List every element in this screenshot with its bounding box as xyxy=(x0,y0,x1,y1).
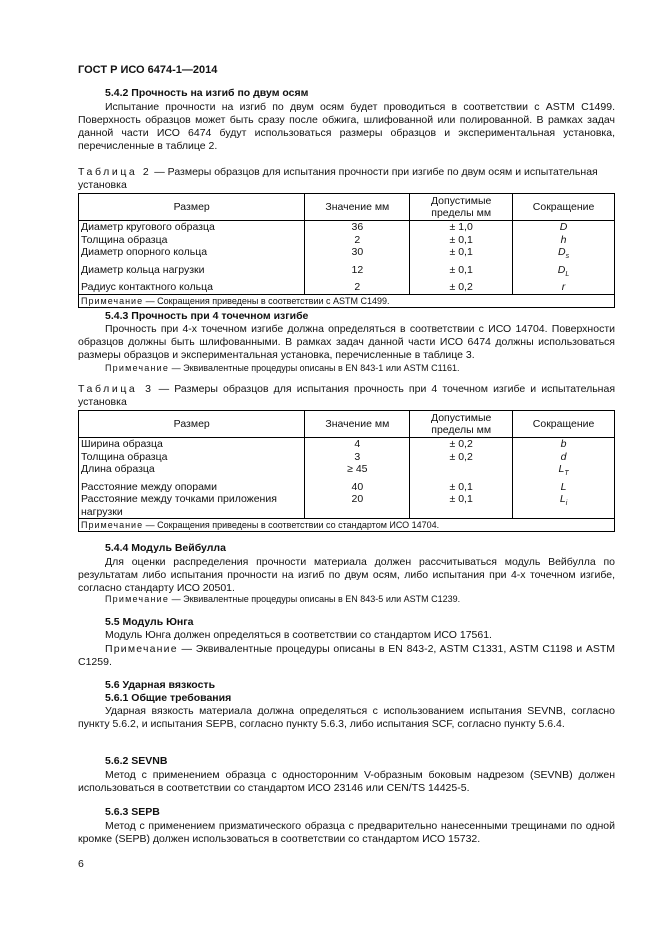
table-cell: 2 xyxy=(305,281,410,294)
table-cell: D xyxy=(513,221,615,234)
table2-header-abbr: Сокращение xyxy=(513,194,615,221)
table-cell: Расстояние между опорами xyxy=(79,481,305,494)
table-cell xyxy=(410,463,513,481)
table-cell: Толщина образца xyxy=(79,451,305,464)
table2-note-text: — Сокращения приведены в соответствии с ASTM C1499. xyxy=(143,295,390,306)
table-cell: ± 1,0 xyxy=(410,221,513,234)
table-cell: r xyxy=(513,281,615,294)
table-cell: L xyxy=(513,481,615,494)
table-cell: Радиус контактного кольца xyxy=(79,281,305,294)
table-cell: Толщина образца xyxy=(79,234,305,247)
table-3 xyxy=(78,410,615,532)
table-cell: $D_L$ xyxy=(513,264,615,282)
section-heading-5-6-2: 5.6.2 SEVNB xyxy=(105,755,168,767)
table2-header-limits: Допустимые пределы мм xyxy=(410,194,513,221)
table3-header-abbr: Сокращение xyxy=(513,411,615,438)
table-cell: Диаметр кругового образца xyxy=(79,221,305,234)
table-cell: 3 xyxy=(305,451,410,464)
section-paragraph-5-6-3: Метод с применением призматического образца с предварительно нанесенными трещинами по одной кромке (SEPB) должен использоваться в соответствии со стандартом ИСО 15732. xyxy=(78,820,615,845)
table-cell: 36 xyxy=(305,221,410,234)
table-cell: 20 xyxy=(305,493,410,519)
table-cell: ± 0,2 xyxy=(410,438,513,451)
table3-header-size: Размер xyxy=(79,411,305,438)
table-cell: ± 0,1 xyxy=(410,264,513,282)
table2-caption xyxy=(78,166,615,192)
table-row xyxy=(79,481,615,494)
table-row xyxy=(79,221,615,234)
section-heading-5-6-1: 5.6.1 Общие требования xyxy=(105,692,232,704)
table-cell: h xyxy=(513,234,615,247)
table-cell: 40 xyxy=(305,481,410,494)
table3-note-label: Примечание xyxy=(81,520,144,531)
table-cell: 2 xyxy=(305,234,410,247)
table3-header-limits: Допустимые пределы мм xyxy=(410,411,513,438)
section-paragraph-5-4-2: Испытание прочности на изгиб по двум осям будет проводиться в соответствии с ASTM C1499. Поверхность образцов может быть сразу после обжига, шлифованной или полированной. В рамках задач данной части ИСО 6474 будут использоваться размеры образцов и экспериментальная установка, перечисленные в таблице 2. xyxy=(78,101,615,152)
section-paragraph-5-6-2: Метод с применением образца с односторонним V-образным боковым надрезом (SEVNB) должен использоваться в соответствии со стандартом ИСО 23146 или CEN/TS 14425-5. xyxy=(78,769,615,794)
table-cell: 4 xyxy=(305,438,410,451)
section-paragraph-5-5: Модуль Юнга должен определяться в соответствии со стандартом ИСО 17561. xyxy=(105,629,492,641)
section-paragraph-5-6-1: Ударная вязкость материала должна определяться с использованием испытания SEVNB, согласно пункту 5.6.2, и испытания SEPB, согласно пункту 5.6.3, либо испытания SCF, согласно пункту 5.6.4. xyxy=(78,705,615,730)
note-text: — Эквивалентные процедуры описаны в EN 843-2, ASTM C1331, ASTM C1198 и ASTM C1259. xyxy=(78,643,615,668)
table-cell: Расстояние между точками приложения нагрузки xyxy=(79,493,305,519)
table-cell: $L_i$ xyxy=(513,493,615,519)
table2-label: Таблица 2 xyxy=(78,166,152,178)
section-paragraph-5-4-3: Прочность при 4-х точечном изгибе должна определяться в соответствии с ИСО 14704. Поверхности образцов должны быть шлифованными. В рамках задач данной части ИСО 6474 должны использоваться размеры образцов и экспериментальная установка, перечисленные в таблице 3. xyxy=(78,323,615,361)
table-cell: Ширина образца xyxy=(79,438,305,451)
table-cell: 12 xyxy=(305,264,410,282)
table-cell: ≥ 45 xyxy=(305,463,410,481)
table-cell: ± 0,2 xyxy=(410,451,513,464)
section-heading-5-4-4: 5.4.4 Модуль Вейбулла xyxy=(105,542,226,554)
table-row xyxy=(79,438,615,451)
table-cell: ± 0,1 xyxy=(410,481,513,494)
table-2 xyxy=(78,193,615,308)
table-cell: $L_T$ xyxy=(513,463,615,481)
table-cell: Длина образца xyxy=(79,463,305,481)
table-cell: b xyxy=(513,438,615,451)
table3-note-text: — Сокращения приведены в соответствии со стандартом ИСО 14704. xyxy=(143,520,440,531)
note-text: — Эквивалентные процедуры описаны в EN 843-5 или ASTM C1239. xyxy=(169,594,461,604)
section-heading-5-6: 5.6 Ударная вязкость xyxy=(105,679,216,691)
page-header: ГОСТ Р ИСО 6474-1—2014 xyxy=(78,64,218,76)
table2-note xyxy=(79,294,615,307)
table2-note-label: Примечание xyxy=(81,295,144,306)
note-label: Примечание xyxy=(105,594,170,604)
table-cell: ± 0,1 xyxy=(410,246,513,264)
table-row xyxy=(79,246,615,264)
page-number: 6 xyxy=(78,858,84,870)
section-note-5-5 xyxy=(78,643,615,669)
table2-caption-text: — Размеры образцов для испытания прочности при изгибе по двум осям и испытательная установка xyxy=(78,166,598,191)
table-row xyxy=(79,234,615,247)
table2-header-size: Размер xyxy=(79,194,305,221)
note-text: — Эквивалентные процедуры описаны в EN 843-1 или ASTM C1161. xyxy=(169,363,460,373)
table-cell: ± 0,1 xyxy=(410,234,513,247)
table-cell: ± 0,1 xyxy=(410,493,513,519)
section-paragraph-5-4-4: Для оценки распределения прочности материала должен рассчитываться модуль Вейбулла по результатам либо испытания прочности на изгиб по двум осям, либо испытания при 4-х точечном изгибе, согласно стандарту ИСО 20501. xyxy=(78,556,615,594)
table-row xyxy=(79,463,615,481)
table3-header-value: Значение мм xyxy=(305,411,410,438)
table-row xyxy=(79,281,615,294)
table3-label: Таблица 3 xyxy=(78,383,154,395)
note-label: Примечание xyxy=(105,363,170,373)
table-cell: Диаметр кольца нагрузки xyxy=(79,264,305,282)
table2-header-value: Значение мм xyxy=(305,194,410,221)
section-heading-5-6-3: 5.6.3 SEPB xyxy=(105,806,160,818)
section-heading-5-4-2: 5.4.2 Прочность на изгиб по двум осям xyxy=(105,87,309,99)
section-heading-5-4-3: 5.4.3 Прочность при 4 точечном изгибе xyxy=(105,310,309,322)
section-note-5-4-3 xyxy=(105,362,615,374)
section-note-5-4-4 xyxy=(105,593,615,605)
table-cell: $D_s$ xyxy=(513,246,615,264)
table-cell: ± 0,2 xyxy=(410,281,513,294)
table-cell: Диаметр опорного кольца xyxy=(79,246,305,264)
note-label: Примечание xyxy=(105,643,178,655)
table-cell: 30 xyxy=(305,246,410,264)
table-row xyxy=(79,451,615,464)
table-cell: d xyxy=(513,451,615,464)
table-row xyxy=(79,264,615,282)
table3-caption xyxy=(78,383,615,409)
table-row xyxy=(79,493,615,519)
table3-note xyxy=(79,519,615,532)
section-heading-5-5: 5.5 Модуль Юнга xyxy=(105,616,194,628)
table3-caption-text: — Размеры образцов для испытания прочность при 4 точечном изгибе и испытательная установка xyxy=(78,383,616,408)
